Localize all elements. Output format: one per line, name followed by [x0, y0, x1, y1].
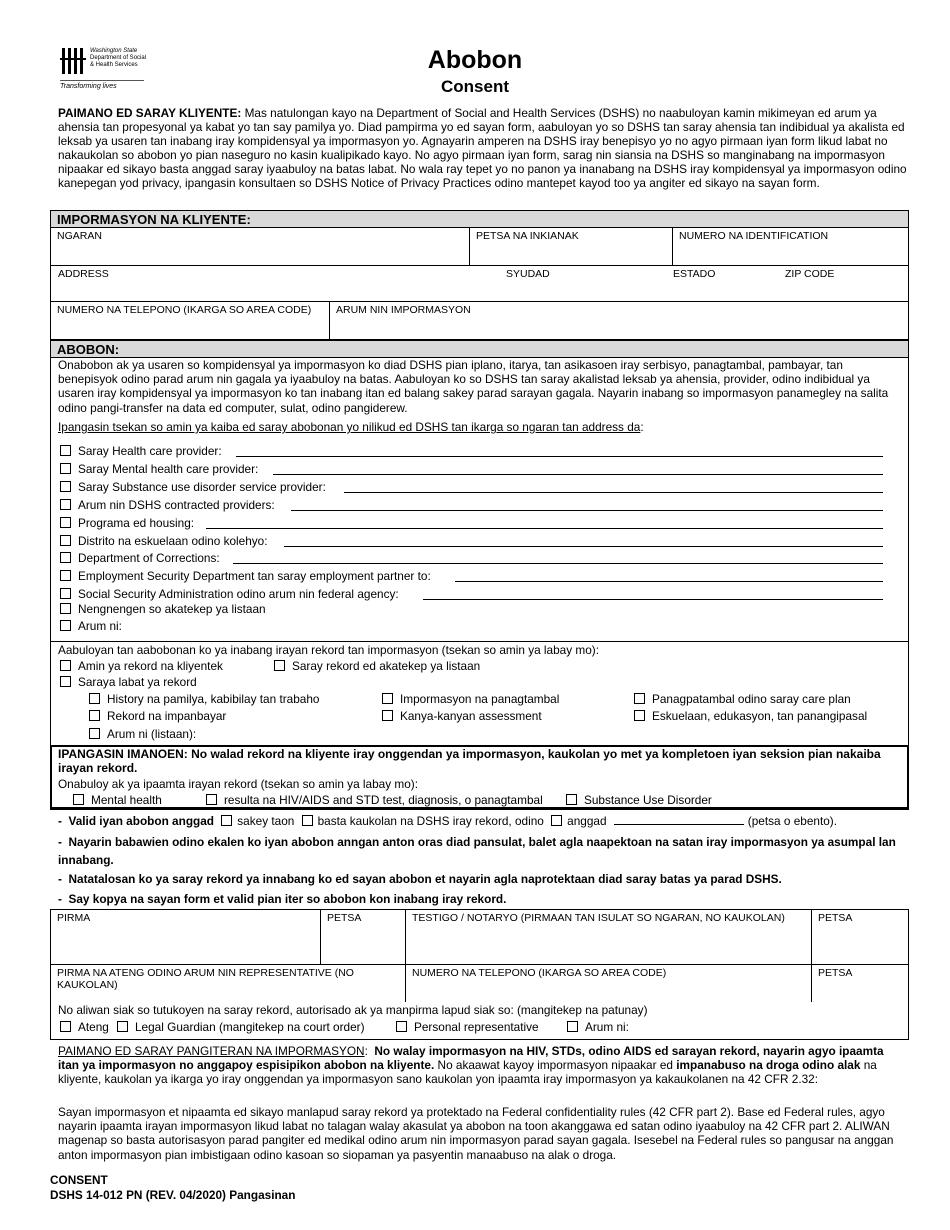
name-field[interactable]: NGARAN: [51, 228, 470, 265]
client-info-section: [50, 210, 909, 340]
checkbox[interactable]: [60, 660, 71, 671]
checkbox-one-year[interactable]: [221, 815, 232, 826]
client-notice-paragraph: PAIMANO ED SARAY KLIYENTE: Mas natulongan kayo na Department of Social and Health Services (DSHS) no naabuloyan kamin mikimeyan ed arum ya ahensia tan propesyonal ya kabat yo tan say pamilya yo. Diad pampirma yo ed sayan form, aabuloyan yo so DSHS tan saray ahensia tan indibidual ya akalista ed leksab ya usaren tan inabang iray kompidensyal ya impormasyon yo. Agnayarin amperen na DSHS iray benepisyo yo no agyo pirmaan iyan form likud labat no nakaukolan so abobon yo pian naseguro no kasin kualipikado kayo. No agyo pirmaan iyan form, sarag nin siansia na DSHS so manginabang na impormasyon nipaakar ed sikayo basta anggad saray iyaabuloy na batas labat. No wala ray tepet yo no panon ya inanabang na DSHS iray kompidensyal ya impormasyon odino kanepegan yod privacy, ipangasin konsultaen so DSHS Notice of Privacy Practices odino mantepet kayod too ya angiter ed sikayo na sayan form.: [58, 106, 907, 191]
party-line[interactable]: [423, 599, 883, 600]
records-question: Aabuloyan tan aabobonan ko ya inabang irayan rekord tan impormasyon (tsekan so amin ya labay mo):: [58, 643, 600, 657]
authority-other[interactable]: Arum ni:: [567, 1020, 629, 1034]
logo-tagline: Transforming lives: [60, 80, 144, 90]
record-type-history[interactable]: History na pamilya, kabibilay tan trabaho: [89, 692, 319, 706]
form-name: CONSENT: [50, 1173, 108, 1187]
zip-label: ZIP CODE: [785, 268, 835, 280]
authority-text: No aliwan siak so tutukoyen na saray rekord, autorisado ak ya manpirma lapud siak so: (mangitekep na patunay): [58, 1003, 648, 1017]
checkbox[interactable]: [89, 710, 100, 721]
checkbox[interactable]: [567, 1021, 578, 1032]
party-corrections[interactable]: Department of Corrections:: [60, 551, 220, 565]
option-mental-health[interactable]: Mental health: [73, 793, 162, 807]
protection-statement: - Natatalosan ko ya saray rekord ya innabang ko ed sayan abobon et nayarin agla naprotektaan diad saray batas ya parad DSHS.: [58, 872, 782, 886]
checkbox[interactable]: [60, 620, 71, 631]
representative-phone-field[interactable]: NUMERO NA TELEPONO (IKARGA SO AREA CODE): [406, 965, 812, 1002]
checkbox[interactable]: [382, 693, 393, 704]
checkbox[interactable]: [60, 517, 71, 528]
party-other[interactable]: Arum ni:: [60, 619, 122, 633]
checkbox[interactable]: [60, 535, 71, 546]
page-title: Abobon: [427, 46, 523, 74]
client-info-heading: IMPORMASYON NA KLIYENTE:: [51, 211, 908, 228]
checkbox[interactable]: [60, 676, 71, 687]
until-date-field[interactable]: [614, 814, 744, 825]
id-number-field[interactable]: NUMERO NA IDENTIFICATION: [679, 230, 829, 242]
checkbox[interactable]: [382, 710, 393, 721]
party-employment-security[interactable]: Employment Security Department tan saray employment partner to:: [60, 569, 431, 583]
party-line[interactable]: [291, 510, 883, 511]
party-line[interactable]: [206, 528, 883, 529]
sensitive-records-question: Onabuloy ak ya ipaamta irayan rekord (tsekan so amin ya labay mo):: [58, 777, 418, 791]
city-label: SYUDAD: [506, 268, 550, 280]
record-type-school[interactable]: Eskuelaan, edukasyon, tan panangipasal: [634, 709, 867, 723]
checkbox[interactable]: [60, 463, 71, 474]
dob-field[interactable]: PETSA NA INKIANAK: [470, 228, 673, 265]
party-line[interactable]: [284, 546, 883, 547]
checkbox[interactable]: [60, 481, 71, 492]
party-line[interactable]: [344, 492, 883, 493]
checkbox[interactable]: [274, 660, 285, 671]
consent-statement: Onabobon ak ya usaren so kompidensyal ya impormasyon ko diad DSHS pian iplano, itarya, tan asikasoen iray serbisyo, panagtambal, pambayar, tan benepisyok odino parad arum nin gagala ya iyaabuloy na batas. Aabuloyan ko so DSHS tan saray akalistad leksab ya ahensia, provider, odino indibidual ya usaren iray kompidensyal ya impormasyon ko tan inabang itan ed balang sakey parad sarayan gagala. Nayarin inabang so impormasyon panamegley na salita odino pangi-transfer na data ed computer, sulat, odino pangiderew.: [58, 358, 889, 415]
record-type-care-plan[interactable]: Panagpatambal odino saray care plan: [634, 692, 851, 706]
checkbox[interactable]: [73, 794, 84, 805]
authority-personal-rep[interactable]: Personal representative: [396, 1020, 539, 1034]
address-label: ADDRESS: [58, 268, 109, 280]
redisclosure-notice: PAIMANO ED SARAY PANGITERAN NA IMPORMASYON: No walay impormasyon na HIV, STDs, odino AIDS ed sarayan rekord, nayarin agyo ipaamta itan ya impormasyon no anggapoy espisipikon abobon na kliyente. No akaawat kayoy impormasyon nipaakar ed impanabuso na droga odino alak na kliyente, kaukolan ya ikarga yo iray onggendan ya impormasyon sano kaukolan yon ipaamta iray impormasyon ya kakaukolanen na 42 CFR 2.32:: [58, 1044, 884, 1087]
option-substance-use[interactable]: Substance Use Disorder: [566, 793, 712, 807]
consent-instruction: Ipangasin tsekan so amin ya kaiba ed saray abobonan yo nilikud ed DSHS tan ikarga so ngaran tan address da:: [58, 420, 644, 434]
witness-field[interactable]: TESTIGO / NOTARYO (PIRMAAN TAN ISULAT SO NGARAN, NO KAUKOLAN): [406, 910, 812, 964]
signature-date-field[interactable]: PETSA: [321, 910, 406, 964]
form-number: DSHS 14-012 PN (REV. 04/2020) Pangasinan: [50, 1188, 296, 1202]
checkbox[interactable]: [60, 445, 71, 456]
checkbox-until-law[interactable]: [302, 815, 313, 826]
party-school-district[interactable]: Distrito na eskuelaan odino kolehyo:: [60, 534, 268, 548]
party-attached-list[interactable]: Nengnengen so akatekep ya listaan: [60, 602, 266, 616]
state-label: ESTADO: [673, 268, 716, 280]
validity-row: - Valid iyan abobon anggad sakey taon basta kaukolan na DSHS iray rekord, odino anggad (petsa o ebento).: [58, 814, 837, 828]
consent-heading: ABOBON:: [51, 341, 908, 358]
checkbox[interactable]: [89, 728, 100, 739]
page-subtitle: Consent: [441, 77, 509, 96]
important-notice-text: IPANGASIN IMANOEN: No walad rekord na kliyente iray onggendan ya impormasyon, kaukolan yo met ya kompletoen iyan seksion pian nakaiba irayan rekord.: [58, 747, 881, 776]
record-type-assessment[interactable]: Kanya-kanyan assessment: [382, 709, 542, 723]
representative-date-field[interactable]: PETSA: [818, 967, 853, 979]
party-mental-health-provider[interactable]: Saray Mental health care provider:: [60, 462, 258, 476]
authority-guardian[interactable]: Legal Guardian (mangitekep na court order): [117, 1020, 365, 1034]
checkbox[interactable]: [396, 1021, 407, 1032]
party-line[interactable]: [273, 474, 883, 475]
revoke-statement: - Nayarin babawien odino ekalen ko iyan abobon anngan anton oras diad pansulat, balet agla naapektoan na satan iray impormasyon ya asumpal lan innabang.: [58, 835, 896, 867]
checkbox[interactable]: [89, 693, 100, 704]
representative-signature-field[interactable]: PIRMA NA ATENG ODINO ARUM NIN REPRESENTATIVE (NO KAUKOLAN): [51, 965, 406, 1002]
address-field[interactable]: [51, 266, 908, 302]
checkbox[interactable]: [566, 794, 577, 805]
party-social-security[interactable]: Social Security Administration odino arum nin federal agency:: [60, 587, 399, 601]
logo-agency-name: Washington State Department of Social & Health Services: [90, 48, 147, 68]
record-type-payment[interactable]: Rekord na impanbayar: [89, 709, 226, 723]
checkbox[interactable]: [206, 794, 217, 805]
divider: [50, 641, 909, 642]
option-only-these[interactable]: Saraya labat ya rekord: [60, 675, 197, 689]
authority-parent[interactable]: Ateng: [60, 1020, 109, 1034]
party-line[interactable]: [236, 456, 883, 457]
option-listed-records[interactable]: Saray rekord ed akatekep ya listaan: [274, 659, 480, 673]
checkbox[interactable]: [60, 499, 71, 510]
checkbox[interactable]: [60, 603, 71, 614]
party-line[interactable]: [233, 563, 883, 564]
phone-field[interactable]: NUMERO NA TELEPONO (IKARGA SO AREA CODE): [51, 302, 330, 339]
party-line[interactable]: [455, 581, 883, 582]
witness-date-field[interactable]: PETSA: [818, 912, 853, 924]
copy-statement: - Say kopya na sayan form et valid pian iter so abobon kon inabang iray rekord.: [58, 892, 507, 906]
checkbox-until-date[interactable]: [551, 815, 562, 826]
checkbox[interactable]: [634, 710, 645, 721]
checkbox[interactable]: [60, 552, 71, 563]
signature-field[interactable]: PIRMA: [51, 910, 321, 964]
checkbox[interactable]: [634, 693, 645, 704]
federal-rules-paragraph: Sayan impormasyon et nipaamta ed sikayo manlapud saray rekord ya protektado na Federal confidentiality rules (42 CFR part 2). Base ed Federal rules, agyo nayarin ipaamta irayan impormasyon likud labat no talagan walay akasulat ya abobon na toon akanggawa ed satan odino iyaabuloy na 42 CFR part 2. ALIWAN magenap so basta autorisasyon parad pangiter ed medikal odino arum nin impormasyon parad sayan gagala. Isesebel na Federal rules so pangusar na anggan anton impormasyon pian imbistigaan odino kasoan so siopaman ya pasyentin manaabuso na alak o droga.: [58, 1105, 894, 1162]
checkbox[interactable]: [117, 1021, 128, 1032]
option-hiv-std[interactable]: resulta na HIV/AIDS and STD test, diagnosis, o panagtambal: [206, 793, 543, 807]
option-all-records[interactable]: Amin ya rekord na kliyentek: [60, 659, 223, 673]
party-dshs-contracted[interactable]: Arum nin DSHS contracted providers:: [60, 498, 275, 512]
party-substance-use-provider[interactable]: Saray Substance use disorder service provider:: [60, 480, 326, 494]
party-health-care-provider[interactable]: Saray Health care provider:: [60, 444, 222, 458]
record-type-other[interactable]: Arum ni (listaan):: [89, 727, 196, 741]
checkbox[interactable]: [60, 588, 71, 599]
other-info-field[interactable]: ARUM NIN IMPORMASYON: [336, 304, 471, 316]
checkbox[interactable]: [60, 570, 71, 581]
party-housing-program[interactable]: Programa ed housing:: [60, 516, 194, 530]
record-type-treatment-info[interactable]: Impormasyon na panagtambal: [382, 692, 559, 706]
checkbox[interactable]: [60, 1021, 71, 1032]
